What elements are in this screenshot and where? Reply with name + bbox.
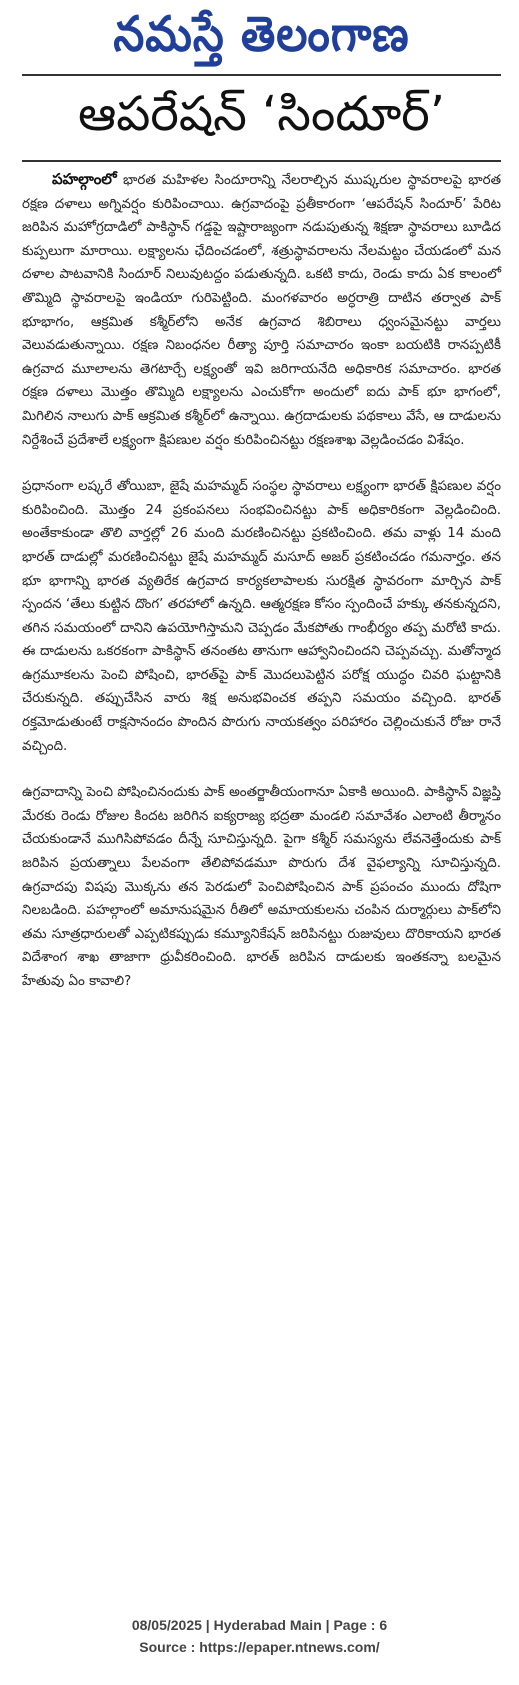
article-paragraph-3 xyxy=(22,781,501,993)
editorial-headline: ఆపరేషన్ ‘సిందూర్’ xyxy=(77,86,446,142)
paragraph-3-body: ఉగ్రవాదాన్ని పెంచి పోషించినందుకు పాక్ అంతర్జాతీయంగానూ ఏకాకి అయింది. పాకిస్థాన్ విజ్ఞప్తి మేరకు రెండు రోజుల కిందట జరిగిన ఐక్యరాజ్య భద్రతా మండలి సమావేశం ఎలాంటి తీర్మానం చేయకుండానే ముగిసిపోవడం దీన్నే సూచిస్తున్నది. పైగా కశ్మీర్ సమస్యను లేవనెత్తేందుకు పాక్ జరిపిన ప్రయత్నాలు పేలవంగా తేలిపోవడమూ పొరుగు దేశ వైఫల్యాన్ని సూచిస్తున్నది. ఉగ్రవాదపు విషపు మొక్కను తన పెరడులో పెంచిపోషించిన పాక్ ప్రపంచం ముందు దోషిగా నిలబడింది. పహల్గాంలో అమానుషమైన రీతిలో అమాయకులను చంపిన దుర్మార్గులు పాక్‌లోని తమ సూత్రధారులతో ఎప్పటికప్పుడు కమ్యూనికేషన్ జరిపినట్టు రుజువులు దొరికాయని భారత విదేశాంగ శాఖ తాజాగా ధ్రువీకరించింది. భారత్ జరిపిన దాడులకు ఇంతకన్నా బలమైన హేతువు ఏం కావాలి? xyxy=(22,785,501,989)
paragraph-2-body: ప్రధానంగా లష్కరే తోయిబా, జైషే మహమ్మద్ సంస్థల స్థావరాలు లక్ష్యంగా భారత్ క్షిపణుల వర్షం కురిపించింది. మొత్తం 24 ప్రకంపనలు సంభవించినట్టు పాక్ అధికారికంగా వెల్లడించింది. అంతేకాకుండా తొలి వార్తల్లో 26 మంది మరణించినట్టు ప్రకటించింది. తమ వాళ్లు 14 మంది భారత్ దాడుల్లో మరణించినట్టు జైషే మహమ్మద్ మసూద్ అజర్ ప్రకటించడం గమనార్హం. తన భూ భాగాన్ని భారత వ్యతిరేక ఉగ్రవాద కార్యకలాపాలకు సురక్షిత స్థావరంగా మార్చిన పాక్ స్పందన ‘తేలు కుట్టిన దొంగ’ తరహాలో ఉన్నది. ఆత్మరక్షణ కోసం స్పందించే హక్కు తనకున్నదని, తగిన సమయంలో దానిని ఉపయోగిస్తామని చెప్పడం మేకపోతు గాంభీర్యం తప్ప మరోటి కాదు. ఈ దాడులను ఒకరకంగా పాకిస్థాన్ తనంతట తానుగా ఆహ్వానించిందని చెప్పవచ్చు. మతోన్మాద ఉగ్రమూకలను పెంచి పోషించి, భారత్‌పై పాక్ మొదలుపెట్టిన పరోక్ష యుద్ధం చివరి ఘట్టానికి చేరుకున్నది. తప్పుచేసిన వారు శిక్ష అనుభవించక తప్పని సమయం వచ్చింది. భారత్ రక్తమోడుతుంటే రాక్షసానందం పొందిన పొరుగు నాయకత్వం పరిహారం చెల్లించుకునే రోజు రానే వచ్చింది. xyxy=(22,479,501,754)
editorial-article xyxy=(22,168,501,994)
lead-word: పహల్గాంలో xyxy=(52,170,117,188)
article-paragraph-1 xyxy=(22,168,501,452)
article-paragraph-2 xyxy=(22,475,501,758)
newspaper-logo: నమస్తే తెలంగాణ xyxy=(113,6,410,63)
edition-info: 08/05/2025 | Hyderabad Main | Page : 6 xyxy=(131,1617,388,1633)
masthead xyxy=(22,0,501,70)
source-link[interactable]: Source : https://epaper.ntnews.com/ xyxy=(139,1639,380,1655)
paragraph-1-body: భారత మహిళల సిందూరాన్ని నేలరాల్చిన ముష్కరుల స్థావరాలపై భారత రక్షణ దళాలు అగ్నివర్షం కురిపించాయి. ఉగ్రవాదంపై ప్రతీకారంగా ‘ఆపరేషన్ సిందూర్’ పేరిట జరిపిన మహోగ్రదాడిలో పాకిస్థాన్ గడ్డపై ఇష్టారాజ్యంగా నడుపుతున్న శిక్షణా స్థావరాలు బూడిద కుప్పలుగా మారాయి. లక్ష్యాలను ఛేదించడంలో, శత్రుస్థావరాలను నేలమట్టం చేయడంలో మన దళాల పాటవానికి సిందూర్ నిలువుటద్దం పడుతున్నది. ఒకటి కాదు, రెండు కాదు ఏక కాలంలో తొమ్మిది స్థావరాలపై ఇండియా గురిపెట్టింది. మంగళవారం అర్ధరాత్రి దాటిన తర్వాత పాక్ భూభాగం, ఆక్రమిత కశ్మీర్‌లోని అనేక ఉగ్రవాద శిబిరాలు ధ్వంసమైనట్టు వార్తలు వెలువడుతున్నాయి. రక్షణ నిబంధనల రీత్యా పూర్తి సమాచారం ఇంకా బయటికి రానప్పటికీ ఉగ్రవాద మూలాలను తెగటార్చే లక్ష్యంతో ఇవి జరిగాయనేది అధికారిక సమాచారం. భారత రక్షణ దళాలు మొత్తం తొమ్మిది లక్ష్యాలను ఎంచుకోగా అందులో ఐదు పాక్ భూ భాగంలో, మిగిలిన నాలుగు పాక్ ఆక్రమిత కశ్మీర్‌లో ఉన్నాయి. ఉగ్రదాడులకు పథకాలు వేసే, ఆ దాడులను నిర్దేశించే ప్రదేశాలే లక్ష్యంగా క్షిపణుల వర్షం కురిపించినట్టు రక్షణశాఖ వెల్లడించడం విశేషం. xyxy=(22,173,501,448)
page-footer xyxy=(0,1614,519,1658)
headline-divider xyxy=(22,160,501,162)
